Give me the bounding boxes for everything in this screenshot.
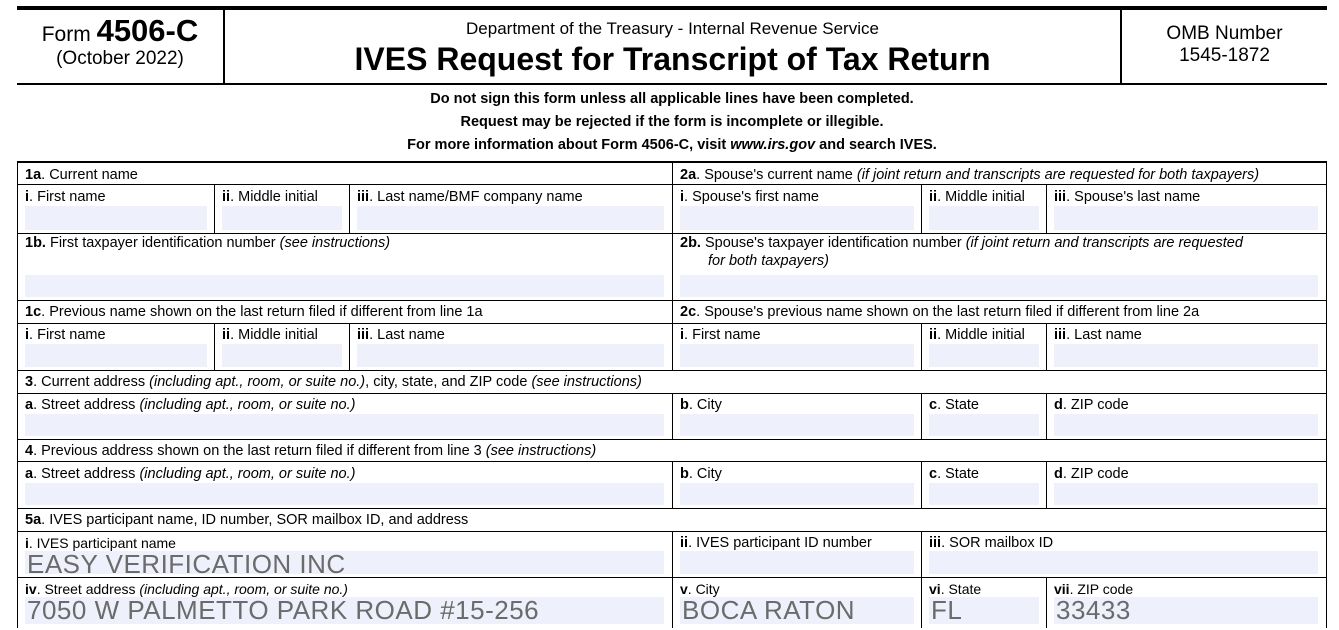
- label-num: d: [1054, 466, 1063, 482]
- label-num: 2b.: [680, 235, 701, 251]
- irs-link[interactable]: www.irs.gov: [730, 137, 816, 153]
- label-text: . Current name: [41, 167, 138, 183]
- label-text: . IVES participant ID number: [688, 535, 872, 551]
- label-1a: [25, 166, 138, 184]
- label-4: [25, 442, 596, 460]
- label-2c-iii: [1054, 326, 1142, 344]
- vline: [921, 531, 922, 628]
- label-2c-i: [680, 326, 761, 344]
- label-italic: (see instructions): [485, 443, 597, 459]
- label-text: . Middle initial: [230, 327, 318, 343]
- label-num: ii: [222, 327, 231, 343]
- label-2c-ii: [929, 326, 1025, 344]
- label-text: . SOR mailbox ID: [941, 535, 1054, 551]
- label-num: vii: [1054, 581, 1070, 597]
- label-text: . Middle initial: [937, 327, 1025, 343]
- spouse-middle-initial-field[interactable]: [929, 206, 1039, 230]
- note-line-2: Request may be rejected if the form is incomplete or illegible.: [460, 114, 884, 130]
- vline: [921, 393, 922, 439]
- label-num: i: [680, 327, 685, 343]
- label-text: . First name: [29, 327, 106, 343]
- label-text: . Previous address shown on the last return filed if different from line 3: [33, 443, 486, 459]
- omb-box: [1120, 10, 1327, 83]
- label-num: i: [25, 535, 29, 551]
- label-text: . City: [687, 581, 720, 597]
- label-num: ii: [929, 327, 938, 343]
- form-grid: [17, 161, 1327, 626]
- label-italic: (including apt., room, or suite no.): [149, 374, 366, 390]
- label-text: . Street address: [36, 581, 140, 597]
- label-text: . Middle initial: [937, 189, 1025, 205]
- label-italic: for both taxpayers): [708, 253, 829, 269]
- label-text: . ZIP code: [1069, 581, 1134, 597]
- label-text: . Last name: [1066, 327, 1142, 343]
- street-address-field[interactable]: [25, 414, 664, 436]
- prev-middle-initial-field[interactable]: [222, 344, 342, 367]
- label-4c: [929, 465, 979, 483]
- label-2a: [680, 166, 1259, 184]
- label-3: [25, 373, 642, 391]
- label-num: a: [25, 466, 34, 482]
- form-prefix: Form: [41, 23, 91, 46]
- label-1c: [25, 303, 483, 321]
- label-2a-i: [680, 188, 819, 206]
- label-num: ii: [929, 189, 938, 205]
- vline: [921, 184, 922, 233]
- label-2b: [680, 234, 1243, 252]
- label-num: i: [680, 189, 685, 205]
- prev-last-name-field[interactable]: [357, 344, 664, 367]
- first-name-field[interactable]: [25, 206, 207, 230]
- label-italic: (including apt., room, or suite no.): [139, 466, 356, 482]
- label-text: . Last name: [369, 327, 445, 343]
- page-title: IVES Request for Transcript of Tax Return: [354, 41, 991, 77]
- label-italic: (including apt., room, or suite no.): [139, 397, 356, 413]
- label-num: v: [680, 581, 688, 597]
- form-number: [17, 13, 223, 48]
- sor-mailbox-field[interactable]: [929, 551, 1318, 574]
- label-num: ii: [680, 535, 689, 551]
- label-text: . Previous name shown on the last return filed if different from line 1a: [41, 304, 483, 320]
- label-4d: [1054, 465, 1129, 483]
- label-num: 1a: [25, 167, 42, 183]
- vline: [672, 233, 673, 300]
- label-num: 1b.: [25, 235, 46, 251]
- label-num: b: [680, 397, 689, 413]
- label-1c-i: [25, 326, 106, 344]
- prev-zip-field[interactable]: [1054, 483, 1318, 505]
- zip-field[interactable]: [1054, 414, 1318, 436]
- vline: [214, 184, 215, 233]
- label-italic: (including apt., room, or suite no.): [139, 581, 348, 597]
- label-text: . Spouse's current name: [696, 167, 857, 183]
- label-text: . Spouse's last name: [1066, 189, 1201, 205]
- spouse-first-name-field[interactable]: [680, 206, 914, 230]
- label-3b: [680, 396, 722, 414]
- label-1c-ii: [222, 326, 318, 344]
- label-num: iii: [357, 327, 370, 343]
- form-id-box: [17, 10, 225, 83]
- label-num: iii: [1054, 189, 1067, 205]
- omb-label: OMB Number: [1166, 23, 1283, 44]
- spouse-tin-field[interactable]: [680, 275, 1318, 297]
- label-2c: [680, 303, 1199, 321]
- note-line-1: Do not sign this form unless all applicable lines have been completed.: [430, 91, 914, 107]
- label-num: iii: [929, 535, 942, 551]
- prev-street-address-field[interactable]: [25, 483, 664, 505]
- form-header: [17, 6, 1327, 85]
- label-text: . Street address: [33, 397, 140, 413]
- city-field[interactable]: [680, 414, 914, 436]
- label-1a-i: [25, 188, 106, 206]
- vline: [672, 393, 673, 439]
- label-1c-iii: [357, 326, 445, 344]
- spouse-prev-last-name-field[interactable]: [1054, 344, 1318, 367]
- hline: [17, 370, 1327, 371]
- omb-number: 1545-1872: [1179, 45, 1270, 66]
- label-italic: (if joint return and transcripts are requested: [965, 235, 1243, 251]
- last-name-field[interactable]: [357, 206, 664, 230]
- label-italic: (if joint return and transcripts are requested for both taxpayers): [856, 167, 1260, 183]
- label-text: . Last name/BMF company name: [369, 189, 583, 205]
- label-num: a: [25, 397, 34, 413]
- label-italic: (see instructions): [279, 235, 391, 251]
- label-1a-ii: [222, 188, 318, 206]
- vline: [672, 531, 673, 628]
- label-num: c: [929, 397, 938, 413]
- vline: [672, 300, 673, 370]
- label-text: . City: [688, 466, 722, 482]
- label-text: . Spouse's previous name shown on the last return filed if different from line 2a: [696, 304, 1200, 320]
- vline: [1046, 461, 1047, 508]
- tin-field[interactable]: [25, 275, 664, 297]
- prev-first-name-field[interactable]: [25, 344, 207, 367]
- label-5a: [25, 511, 468, 529]
- label-2a-ii: [929, 188, 1025, 206]
- note-line-3-prefix: For more information about Form 4506-C, visit: [407, 137, 731, 153]
- vline: [672, 461, 673, 508]
- label-text: . State: [937, 397, 979, 413]
- vline: [1046, 393, 1047, 439]
- vline: [921, 323, 922, 370]
- label-num: vi: [929, 581, 941, 597]
- label-2b-cont: [708, 252, 829, 270]
- hline: [17, 508, 1327, 509]
- vline: [1046, 577, 1047, 628]
- department: Department of the Treasury - Internal Revenue Service: [466, 19, 879, 38]
- form-number-value: 4506-C: [96, 13, 199, 48]
- vline: [17, 163, 18, 628]
- form-date: (October 2022): [56, 48, 184, 69]
- street-address-value: 7050 W PALMETTO PARK ROAD #15-256: [27, 595, 540, 625]
- spouse-prev-first-name-field[interactable]: [680, 344, 914, 367]
- label-num: i: [25, 189, 30, 205]
- label-num: d: [1054, 397, 1063, 413]
- label-3c: [929, 396, 979, 414]
- vline: [349, 323, 350, 370]
- label-2a-iii: [1054, 188, 1200, 206]
- spouse-last-name-field[interactable]: [1054, 206, 1318, 230]
- state-field[interactable]: [929, 414, 1039, 436]
- label-text: . State: [940, 581, 982, 597]
- label-num: b: [680, 466, 689, 482]
- label-num: 2c: [680, 304, 697, 320]
- label-5a-iii: [929, 534, 1053, 552]
- label-text: . Current address: [33, 374, 150, 390]
- title-box: [225, 10, 1120, 83]
- participant-id-field[interactable]: [680, 551, 914, 574]
- label-text: . IVES participant name: [28, 535, 176, 551]
- spouse-prev-middle-initial-field[interactable]: [929, 344, 1039, 367]
- prev-state-field[interactable]: [929, 483, 1039, 505]
- label-num: 5a: [25, 512, 42, 528]
- label-num: 1c: [25, 304, 42, 320]
- label-text: . IVES participant name, ID number, SOR mailbox ID, and address: [41, 512, 469, 528]
- label-num: i: [25, 327, 30, 343]
- prev-city-field[interactable]: [680, 483, 914, 505]
- label-num: 4: [25, 443, 34, 459]
- label-3d: [1054, 396, 1129, 414]
- vline: [349, 184, 350, 233]
- label-italic: (see instructions): [531, 374, 642, 390]
- label-num: 3: [25, 374, 34, 390]
- vline: [921, 461, 922, 508]
- label-3a: [25, 396, 355, 414]
- note-line-3-suffix: and search IVES.: [815, 137, 937, 153]
- label-text: . Spouse's first name: [684, 189, 819, 205]
- label-num: iii: [357, 189, 370, 205]
- label-text: . ZIP code: [1062, 397, 1129, 413]
- city-value: BOCA RATON: [682, 595, 856, 625]
- vline: [214, 323, 215, 370]
- label-text: . First name: [29, 189, 106, 205]
- label-text: . Middle initial: [230, 189, 318, 205]
- zip-value: 33433: [1056, 595, 1131, 625]
- hline: [17, 439, 1327, 440]
- label-num: iii: [1054, 327, 1067, 343]
- label-text: . ZIP code: [1062, 466, 1129, 482]
- label-1b: [25, 234, 390, 252]
- label-1a-iii: [357, 188, 583, 206]
- label-num: ii: [222, 189, 231, 205]
- vline: [1046, 323, 1047, 370]
- label-4b: [680, 465, 722, 483]
- label-text: . City: [688, 397, 722, 413]
- label-num: c: [929, 466, 938, 482]
- label-4a: [25, 465, 355, 483]
- label-text: . First name: [684, 327, 761, 343]
- label-text: Spouse's taxpayer identification number: [700, 235, 966, 251]
- label-num: 2a: [680, 167, 697, 183]
- label-text: . State: [937, 466, 979, 482]
- label-num: iv: [25, 581, 37, 597]
- participant-name-value: EASY VERIFICATION INC: [27, 549, 346, 579]
- label-text: First taxpayer identification number: [45, 235, 280, 251]
- vline: [1326, 163, 1327, 628]
- state-value: FL: [931, 595, 963, 625]
- middle-initial-field[interactable]: [222, 206, 342, 230]
- vline: [672, 163, 673, 233]
- label-text: . Street address: [33, 466, 140, 482]
- vline: [1046, 184, 1047, 233]
- note-line-3: [17, 136, 1327, 154]
- label-text: , city, state, and ZIP code: [365, 374, 532, 390]
- label-5a-ii: [680, 534, 872, 552]
